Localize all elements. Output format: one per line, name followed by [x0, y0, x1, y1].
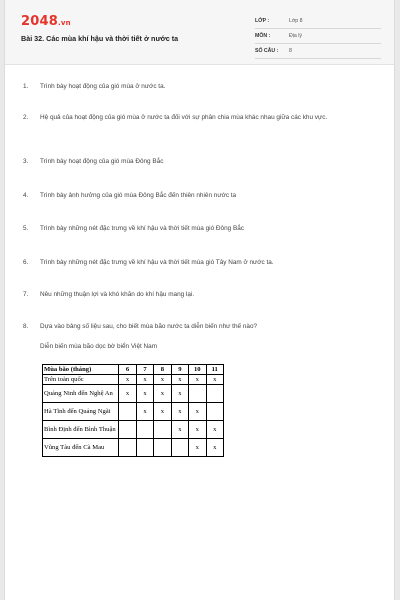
logo-main-text: 2048: [21, 14, 58, 29]
question-number: 5.: [23, 225, 29, 232]
table-row: [43, 385, 224, 403]
mark-cell: x: [171, 375, 188, 385]
table-header-cell: 7: [136, 365, 153, 375]
region-cell: Vũng Tàu đến Cà Mau: [43, 439, 119, 457]
mark-cell: x: [189, 375, 206, 385]
mark-cell: [154, 439, 171, 457]
question-text: Trình bày ảnh hưởng của gió mùa Đông Bắc đến thiên nhiên nước ta: [40, 192, 237, 199]
meta-label: SỐ CÂU :: [255, 48, 279, 54]
table-header-cell: 6: [119, 365, 136, 375]
mark-cell: x: [189, 421, 206, 439]
table-row: [43, 403, 224, 421]
mark-cell: [154, 421, 171, 439]
table-caption: Diễn biến mùa bão dọc bờ biển Việt Nam: [40, 343, 158, 350]
table-row: [43, 421, 224, 439]
table-header-cell: 11: [206, 365, 224, 375]
meta-value: 8: [289, 48, 292, 54]
question-number: 2.: [23, 114, 29, 121]
mark-cell: x: [171, 385, 188, 403]
logo-suffix-text: .vn: [57, 19, 71, 27]
question-number: 3.: [23, 158, 29, 165]
mark-cell: x: [154, 375, 171, 385]
table-header-cell: Mùa bão (tháng): [43, 365, 119, 375]
storm-season-table: [42, 364, 224, 457]
table-row: [43, 439, 224, 457]
question-number: 8.: [23, 323, 29, 330]
region-cell: Quảng Ninh đến Nghệ An: [43, 385, 119, 403]
table-header-cell: 10: [189, 365, 206, 375]
mark-cell: x: [171, 421, 188, 439]
mark-cell: [119, 421, 136, 439]
question-number: 1.: [23, 83, 29, 90]
mark-cell: x: [154, 403, 171, 421]
table-header-cell: 9: [171, 365, 188, 375]
mark-cell: [206, 403, 224, 421]
document-header: [5, 0, 394, 65]
mark-cell: [119, 403, 136, 421]
mark-cell: x: [119, 375, 136, 385]
site-logo[interactable]: [21, 14, 71, 29]
lesson-title: Bài 32. Các mùa khí hậu và thời tiết ở nước ta: [21, 34, 179, 43]
question-text: Hệ quả của hoạt động của gió mùa ở nước ta đối với sự phân chia mùa khác nhau giữa các khu vực.: [40, 114, 328, 121]
question-number: 7.: [23, 291, 29, 298]
table-header-cell: 8: [154, 365, 171, 375]
mark-cell: x: [171, 403, 188, 421]
question-text: Trình bày những nét đặc trưng về khí hậu và thời tiết mùa gió Đông Bắc: [40, 225, 244, 232]
question-text: Trình bày những nét đặc trưng về khí hậu và thời tiết mùa gió Tây Nam ở nước ta.: [40, 259, 274, 266]
mark-cell: x: [206, 375, 224, 385]
meta-row-grade: [255, 15, 381, 29]
meta-label: MÔN :: [255, 33, 271, 39]
mark-cell: x: [136, 375, 153, 385]
question-text: Trình bày hoạt động của gió mùa Đông Bắc: [40, 158, 164, 165]
mark-cell: x: [206, 421, 224, 439]
mark-cell: [136, 421, 153, 439]
mark-cell: x: [136, 403, 153, 421]
region-cell: Trên toàn quốc: [43, 375, 119, 385]
mark-cell: x: [136, 385, 153, 403]
mark-cell: x: [206, 439, 224, 457]
meta-row-question-count: [255, 45, 381, 59]
meta-value: Địa lý: [289, 33, 302, 39]
table-row: [43, 375, 224, 385]
question-number: 6.: [23, 259, 29, 266]
mark-cell: [119, 439, 136, 457]
meta-value: Lớp 8: [289, 18, 303, 24]
question-number: 4.: [23, 192, 29, 199]
table-header-row: [43, 365, 224, 375]
mark-cell: [171, 439, 188, 457]
question-text: Dựa vào bảng số liệu sau, cho biết mùa bão nước ta diễn biến như thế nào?: [40, 323, 258, 330]
document-page: [4, 0, 395, 600]
meta-label: LỚP :: [255, 18, 270, 24]
question-text: Nêu những thuận lợi và khó khăn do khí hậu mang lại.: [40, 291, 195, 298]
mark-cell: x: [154, 385, 171, 403]
mark-cell: [189, 385, 206, 403]
region-cell: Hà Tĩnh đến Quảng Ngãi: [43, 403, 119, 421]
mark-cell: x: [119, 385, 136, 403]
region-cell: Bình Định đến Bình Thuận: [43, 421, 119, 439]
mark-cell: x: [189, 439, 206, 457]
mark-cell: [136, 439, 153, 457]
mark-cell: [206, 385, 224, 403]
meta-row-subject: [255, 30, 381, 44]
question-text: Trình bày hoạt động của gió mùa ở nước ta.: [40, 83, 166, 90]
mark-cell: x: [189, 403, 206, 421]
